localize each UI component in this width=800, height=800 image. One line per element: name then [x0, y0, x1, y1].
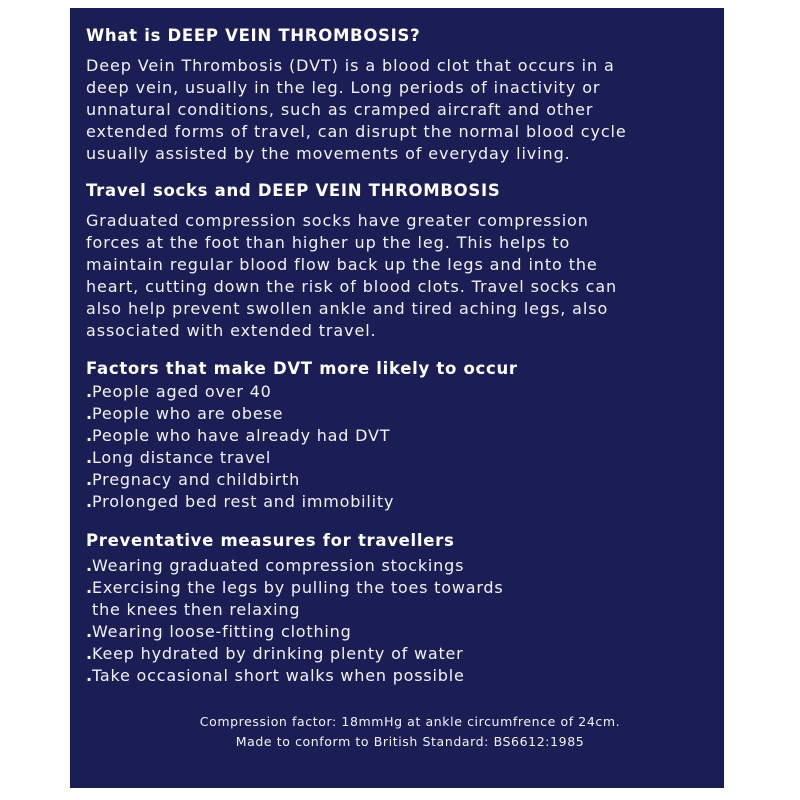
paragraph-line: associated with extended travel. [86, 321, 377, 340]
paragraph-line: deep vein, usually in the leg. Long periods of inactivity or [86, 78, 601, 97]
risk-factor-list [86, 381, 708, 513]
paragraph-line: also help prevent swollen ankle and tired aching legs, also [86, 299, 609, 318]
paragraph-line: Graduated compression socks have greater compression [86, 211, 589, 230]
bullet-icon: . [86, 470, 93, 489]
section-travel-socks [86, 180, 708, 342]
british-standard-text: Made to conform to British Standard: BS6612:1985 [235, 734, 585, 749]
list-item: .Prolonged bed rest and immobility [86, 492, 395, 511]
list-item: .Keep hydrated by drinking plenty of water [86, 644, 464, 663]
bullet-icon: . [86, 404, 93, 423]
section-what-is-dvt [86, 25, 708, 165]
list-item-continuation: the knees then relaxing [92, 600, 301, 619]
list-item: .Take occasional short walks when possible [86, 666, 465, 685]
paragraph-line: heart, cutting down the risk of blood clots. Travel socks can [86, 277, 618, 296]
section-heading: Preventative measures for travellers [86, 531, 455, 550]
section-paragraph [86, 210, 708, 342]
list-item: .People who are obese [86, 404, 284, 423]
list-item: .Wearing graduated compression stockings [86, 556, 465, 575]
bullet-icon: . [86, 578, 93, 597]
paragraph-line: usually assisted by the movements of everyday living. [86, 144, 571, 163]
paragraph-line: unnatural conditions, such as cramped aircraft and other [86, 100, 594, 119]
paragraph-line: forces at the foot than higher up the leg. This helps to [86, 233, 571, 252]
bullet-icon: . [86, 382, 93, 401]
list-item: .People who have already had DVT [86, 426, 391, 445]
list-item: .Wearing loose-fitting clothing [86, 622, 352, 641]
section-heading: What is DEEP VEIN THROMBOSIS? [86, 26, 421, 45]
section-heading: Factors that make DVT more likely to occur [86, 359, 518, 378]
section-paragraph [86, 55, 708, 165]
info-panel [70, 8, 724, 788]
list-item: .Long distance travel [86, 448, 272, 467]
compression-footer [86, 712, 708, 752]
section-risk-factors [86, 358, 708, 513]
section-heading: Travel socks and DEEP VEIN THROMBOSIS [86, 181, 501, 200]
list-item: .People aged over 40 [86, 382, 272, 401]
bullet-icon: . [86, 448, 93, 467]
preventative-list [86, 555, 708, 687]
compression-factor-text: Compression factor: 18mmHg at ankle circumfrence of 24cm. [199, 714, 621, 729]
bullet-icon: . [86, 644, 93, 663]
bullet-icon: . [86, 556, 93, 575]
list-item: .Pregnacy and childbirth [86, 470, 301, 489]
bullet-icon: . [86, 426, 93, 445]
section-preventative-measures [86, 530, 708, 687]
bullet-icon: . [86, 492, 93, 511]
paragraph-line: maintain regular blood flow back up the legs and into the [86, 255, 598, 274]
list-item: .Exercising the legs by pulling the toes towards the knees then relaxing [86, 577, 708, 621]
paragraph-line: Deep Vein Thrombosis (DVT) is a blood clot that occurs in a [86, 56, 615, 75]
bullet-icon: . [86, 666, 93, 685]
bullet-icon: . [86, 622, 93, 641]
paragraph-line: extended forms of travel, can disrupt the normal blood cycle [86, 122, 627, 141]
